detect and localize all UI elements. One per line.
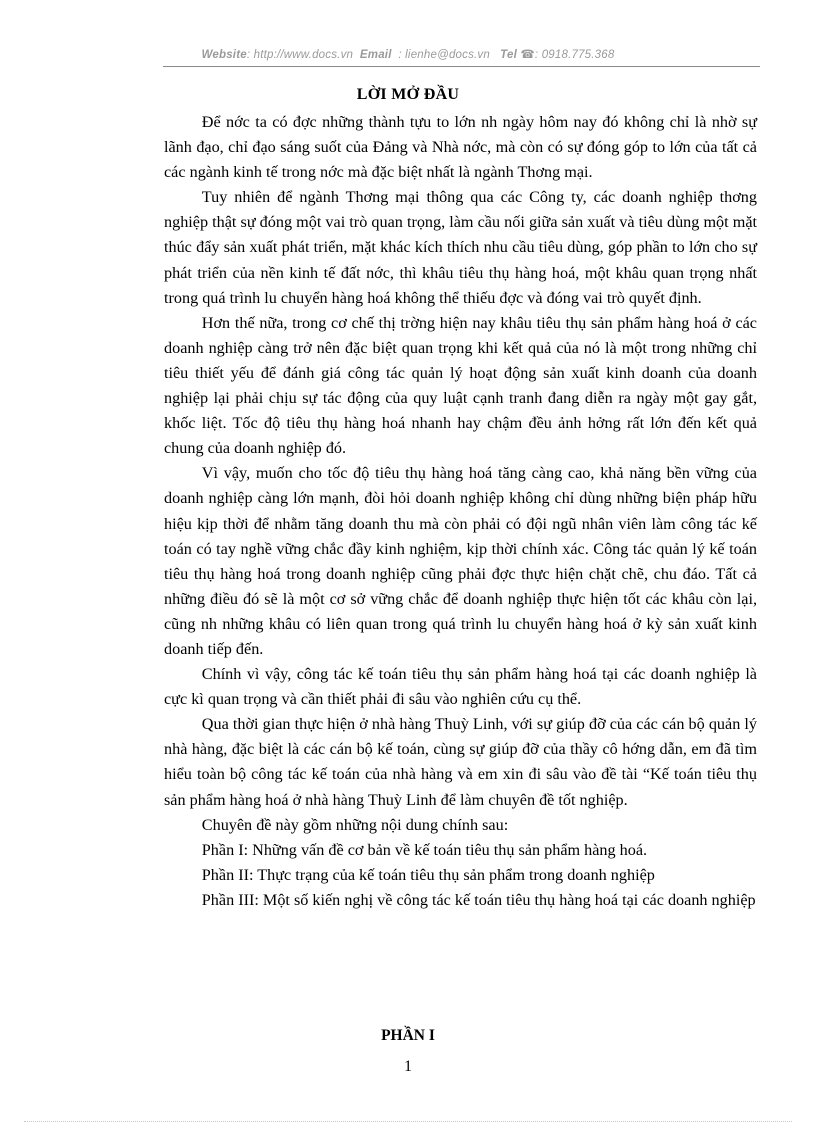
- header-divider: [163, 66, 760, 67]
- paragraph-2: [164, 185, 757, 310]
- email-value: : lienhe@docs.vn: [398, 49, 490, 61]
- paragraph-3: [164, 311, 757, 462]
- footer-divider: [24, 1121, 792, 1122]
- paragraph-8: [164, 838, 757, 863]
- page-number: 1: [404, 1058, 412, 1075]
- paragraph-4: [164, 461, 757, 662]
- paragraph-9-text: Phần II: Thực trạng của kế toán tiêu thụ sản phẩm trong doanh nghiệp: [201, 865, 655, 884]
- paragraph-10-text: Phần III: Một số kiến nghị về công tác kế toán tiêu thụ hàng hoá tại các doanh nghiệp: [201, 890, 756, 909]
- paragraph-6-text: Qua thời gian thực hiện ở nhà hàng Thuỳ Linh, với sự giúp đỡ của các cán bộ quản lý nhà hàng, đặc biệt là các cán bộ kế toán, cùng sự giúp đỡ của thầy cô hớng dẫn, em đã tìm hiểu toàn bộ công tác kế toán của nhà hàng và em xin đi sâu vào đề tài “Kế toán tiêu thụ sản phẩm hàng hoá ở nhà hàng Thuỳ Linh để làm chuyên đề tốt nghiệp.: [164, 715, 757, 809]
- paragraph-4-text: Vì vậy, muốn cho tốc độ tiêu thụ hàng hoá tăng càng cao, khả năng bền vững của doanh nghiệp càng lớn mạnh, đòi hỏi doanh nghiệp không chỉ dùng những biện pháp hữu hiệu kịp thời để nhằm tăng doanh thu mà còn phải có đội ngũ nhân viên làm công tác kế toán có tay nghề vững chắc đầy kinh nghiệm, kịp thời chính xác. Công tác quản lý kế toán tiêu thụ hàng hoá trong doanh nghiệp cũng phải đợc thực hiện chặt chẽ, chu đáo. Tất cả những điều đó sẽ là một cơ sở vững chắc để doanh nghiệp thực hiện tốt các khâu còn lại, cũng nh những khâu có liên quan trong quá trình lu chuyển hàng hoá ở kỳ sản xuất kinh doanh tiếp đến.: [164, 464, 757, 658]
- paragraph-2-text: Tuy nhiên để ngành Thơng mại thông qua các Công ty, các doanh nghiệp thơng nghiệp thật sự đóng một vai trò quan trọng, làm cầu nối giữa sản xuất và tiêu dùng một mặt thúc đẩy sản xuất phát triển, mặt khác kích thích nhu cầu tiêu dùng, góp phần to lớn cho sự phát triển của nền kinh tế đất nớc, thì khâu tiêu thụ hàng hoá, một khâu quan trọng nhất trong quá trình lu chuyển hàng hoá không thể thiếu đợc và đóng vai trò quyết định.: [164, 188, 757, 307]
- paragraph-1-text: Để nớc ta có đợc những thành tựu to lớn nh ngày hôm nay đó không chỉ là nhờ sự lãnh đạo, chỉ đạo sáng suốt của Đảng và Nhà nớc, mà còn có sự đóng góp to lớn của tất cả các ngành kinh tế trong nớc mà đặc biệt nhất là ngành Thơng mại.: [164, 113, 757, 182]
- document-title: LỜI MỞ ĐẦU: [356, 86, 460, 103]
- paragraph-8-text: Phần I: Những vấn đề cơ bản về kế toán tiêu thụ sản phẩm hàng hoá.: [201, 840, 648, 859]
- tel-label: Tel: [500, 49, 517, 61]
- paragraph-6: [164, 712, 757, 812]
- paragraph-1: [164, 110, 757, 185]
- paragraph-7-text: Chuyên đề này gồm những nội dung chính sau:: [201, 815, 509, 834]
- phone-icon: ☎: [520, 49, 535, 61]
- document-body: [164, 110, 757, 913]
- paragraph-7: [164, 813, 757, 838]
- tel-value: : 0918.775.368: [534, 49, 615, 61]
- email-label: Email: [359, 49, 392, 61]
- paragraph-5: [164, 662, 757, 712]
- paragraph-3-text: Hơn thế nữa, trong cơ chế thị trờng hiện nay khâu tiêu thụ sản phẩm hàng hoá ở các doanh nghiệp càng trở nên đặc biệt quan trọng khi kết quả của nó là một trong những chỉ tiêu thiết yếu để đánh giá công tác quản lý hoạt động sản xuất kinh doanh của doanh nghiệp lại phải chịu sự tác động của quy luật cạnh tranh đang diễn ra ngày một gay gắt, khốc liệt. Tốc độ tiêu thụ hàng hoá nhanh hay chậm đều ảnh hởng rất lớn đến kết quả chung của doanh nghiệp đó.: [164, 313, 757, 458]
- page-header: [0, 47, 816, 61]
- paragraph-10: [164, 888, 757, 913]
- website-label: Website: [201, 49, 247, 61]
- website-value: : http://www.docs.vn: [246, 49, 354, 61]
- paragraph-5-text: Chính vì vậy, công tác kế toán tiêu thụ sản phẩm hàng hoá tại các doanh nghiệp là cực kì quan trọng và cần thiết phải đi sâu vào nghiên cứu cụ thể.: [164, 665, 757, 709]
- part-heading: PHẦN I: [381, 1027, 435, 1044]
- paragraph-9: [164, 863, 757, 888]
